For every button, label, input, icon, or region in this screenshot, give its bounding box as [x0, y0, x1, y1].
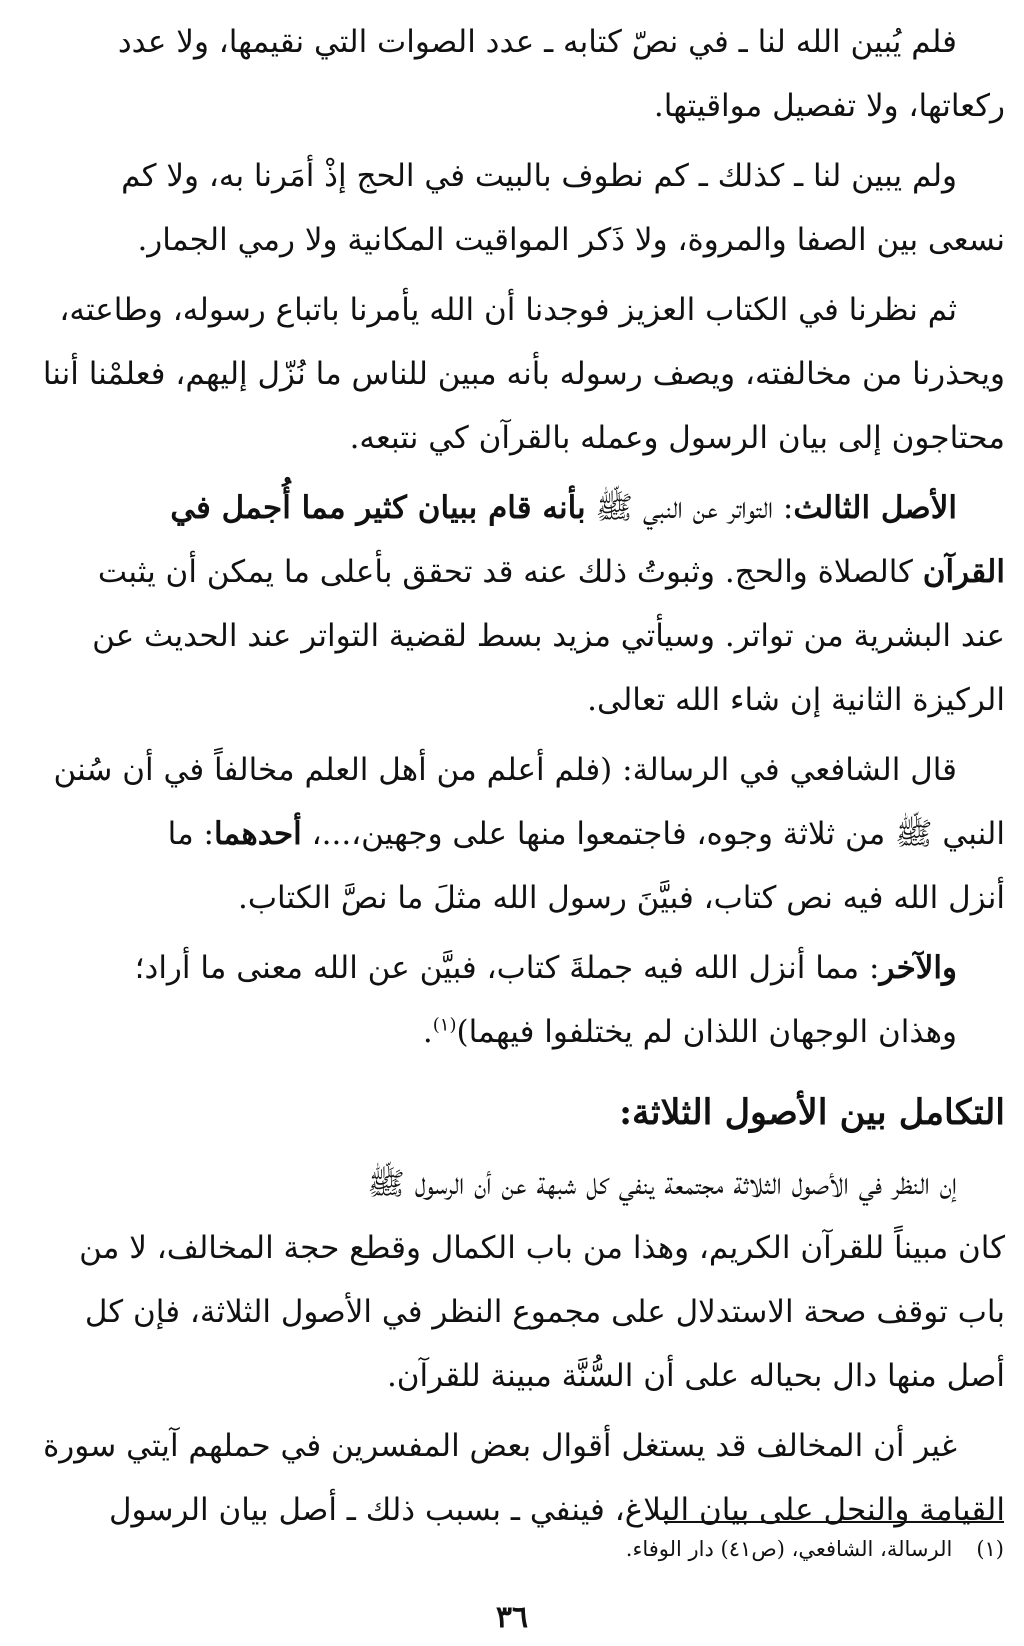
line — [20, 802, 1005, 866]
line-text: : مما أنزل الله فيه جملةَ كتاب، فبيَّن عن الله معنى ما أراد؛ — [134, 950, 880, 986]
line-text: النبي ﷺ من ثلاثة وجوه، فاجتمعوا منها على وجهين،...، — [301, 816, 1005, 852]
line-text: : التواتر عن النبي ﷺ — [585, 490, 794, 526]
line: غير أن المخالف قد يستغل أقوال بعض المفسرين في حملهم آيتي سورة — [43, 1428, 957, 1464]
line: إن النظر في الأصول الثلاثة مجتمعة ينفي كل شبهة عن أن الرسول ﷺ — [367, 1166, 957, 1202]
footnote — [626, 1532, 1004, 1566]
line — [20, 936, 1005, 1000]
bold-lead: الأصل الثالث — [793, 490, 957, 526]
line-text: كالصلاة والحج. وثبوتُ ذلك عنه قد تحقق بأعلى ما يمكن أن يثبت — [97, 554, 923, 590]
page-body — [20, 10, 1005, 1548]
line — [20, 476, 1005, 540]
footnote-number: (١) — [976, 1537, 1004, 1561]
footnote-ref: (١) — [432, 1014, 457, 1036]
section-heading: التكامل بين الأصول الثلاثة: — [619, 1092, 1005, 1133]
line-text: : ما — [167, 816, 214, 852]
line: نسعى بين الصفا والمروة، ولا ذَكر المواقيت المكانية ولا رمي الجمار. — [137, 222, 1005, 258]
line: ويحذرنا من مخالفته، ويصف رسوله بأنه مبين للناس ما نُزّل إليهم، فعلمْنا أننا — [42, 356, 1005, 392]
bold-text: بأنه قام ببيان كثير مما أُجمل في — [170, 490, 586, 526]
paragraph-6 — [20, 936, 1005, 1064]
line: قال الشافعي في الرسالة: (فلم أعلم من أهل العلم مخالفاً في أن سُنن — [53, 752, 957, 788]
line: باب توقف صحة الاستدلال على مجموع النظر في الأصول الثلاثة، فإن كل — [84, 1294, 1005, 1330]
line: أنزل الله فيه نص كتاب، فبيَّنَ رسول الله مثلَ ما نصَّ الكتاب. — [237, 880, 1005, 916]
line: فلم يُبين الله لنا ـ في نصّ كتابه ـ عدد الصوات التي نقيمها، ولا عدد — [117, 24, 957, 60]
line: محتاجون إلى بيان الرسول وعمله بالقرآن كي نتبعه. — [349, 420, 1005, 456]
line — [20, 1000, 1005, 1064]
paragraph-3 — [20, 278, 1005, 470]
line: الركيزة الثانية إن شاء الله تعالى. — [587, 682, 1005, 718]
paragraph-1 — [20, 10, 1005, 138]
bold-lead: والآخر — [879, 950, 957, 986]
page-number: ٣٦ — [495, 1600, 529, 1635]
line: ركعاتها، ولا تفصيل مواقيتها. — [653, 88, 1005, 124]
bold-text: القرآن — [922, 554, 1005, 590]
line: ولم يبين لنا ـ كذلك ـ كم نطوف بالبيت في الحج إذْ أمَرنا به، ولا كم — [121, 158, 957, 194]
footnote-divider — [664, 1521, 1004, 1523]
footnote-text: الرسالة، الشافعي، (ص٤١) دار الوفاء. — [625, 1537, 953, 1561]
paragraph-4 — [20, 476, 1005, 732]
line: ثم نظرنا في الكتاب العزيز فوجدنا أن الله يأمرنا باتباع رسوله، وطاعته، — [59, 292, 957, 328]
paragraph-5 — [20, 738, 1005, 930]
line: أصل منها دال بحياله على أن السُّنَّة مبينة للقرآن. — [386, 1358, 1005, 1394]
bold-text: أحدهما — [213, 816, 302, 852]
paragraph-7 — [20, 1152, 1005, 1408]
line: كان مبيناً للقرآن الكريم، وهذا من باب الكمال وقطع حجة المخالف، لا من — [79, 1230, 1005, 1266]
line-text: . — [422, 1014, 433, 1050]
line: عند البشرية من تواتر. وسيأتي مزيد بسط لقضية التواتر عند الحديث عن — [92, 618, 1005, 654]
paragraph-2 — [20, 144, 1005, 272]
line-text: وهذان الوجهان اللذان لم يختلفوا فيهما) — [456, 1014, 957, 1050]
line — [20, 540, 1005, 604]
line: القيامة والنحل على بيان البلاغ، فينفي ـ بسبب ذلك ـ أصل بيان الرسول — [108, 1492, 1005, 1528]
